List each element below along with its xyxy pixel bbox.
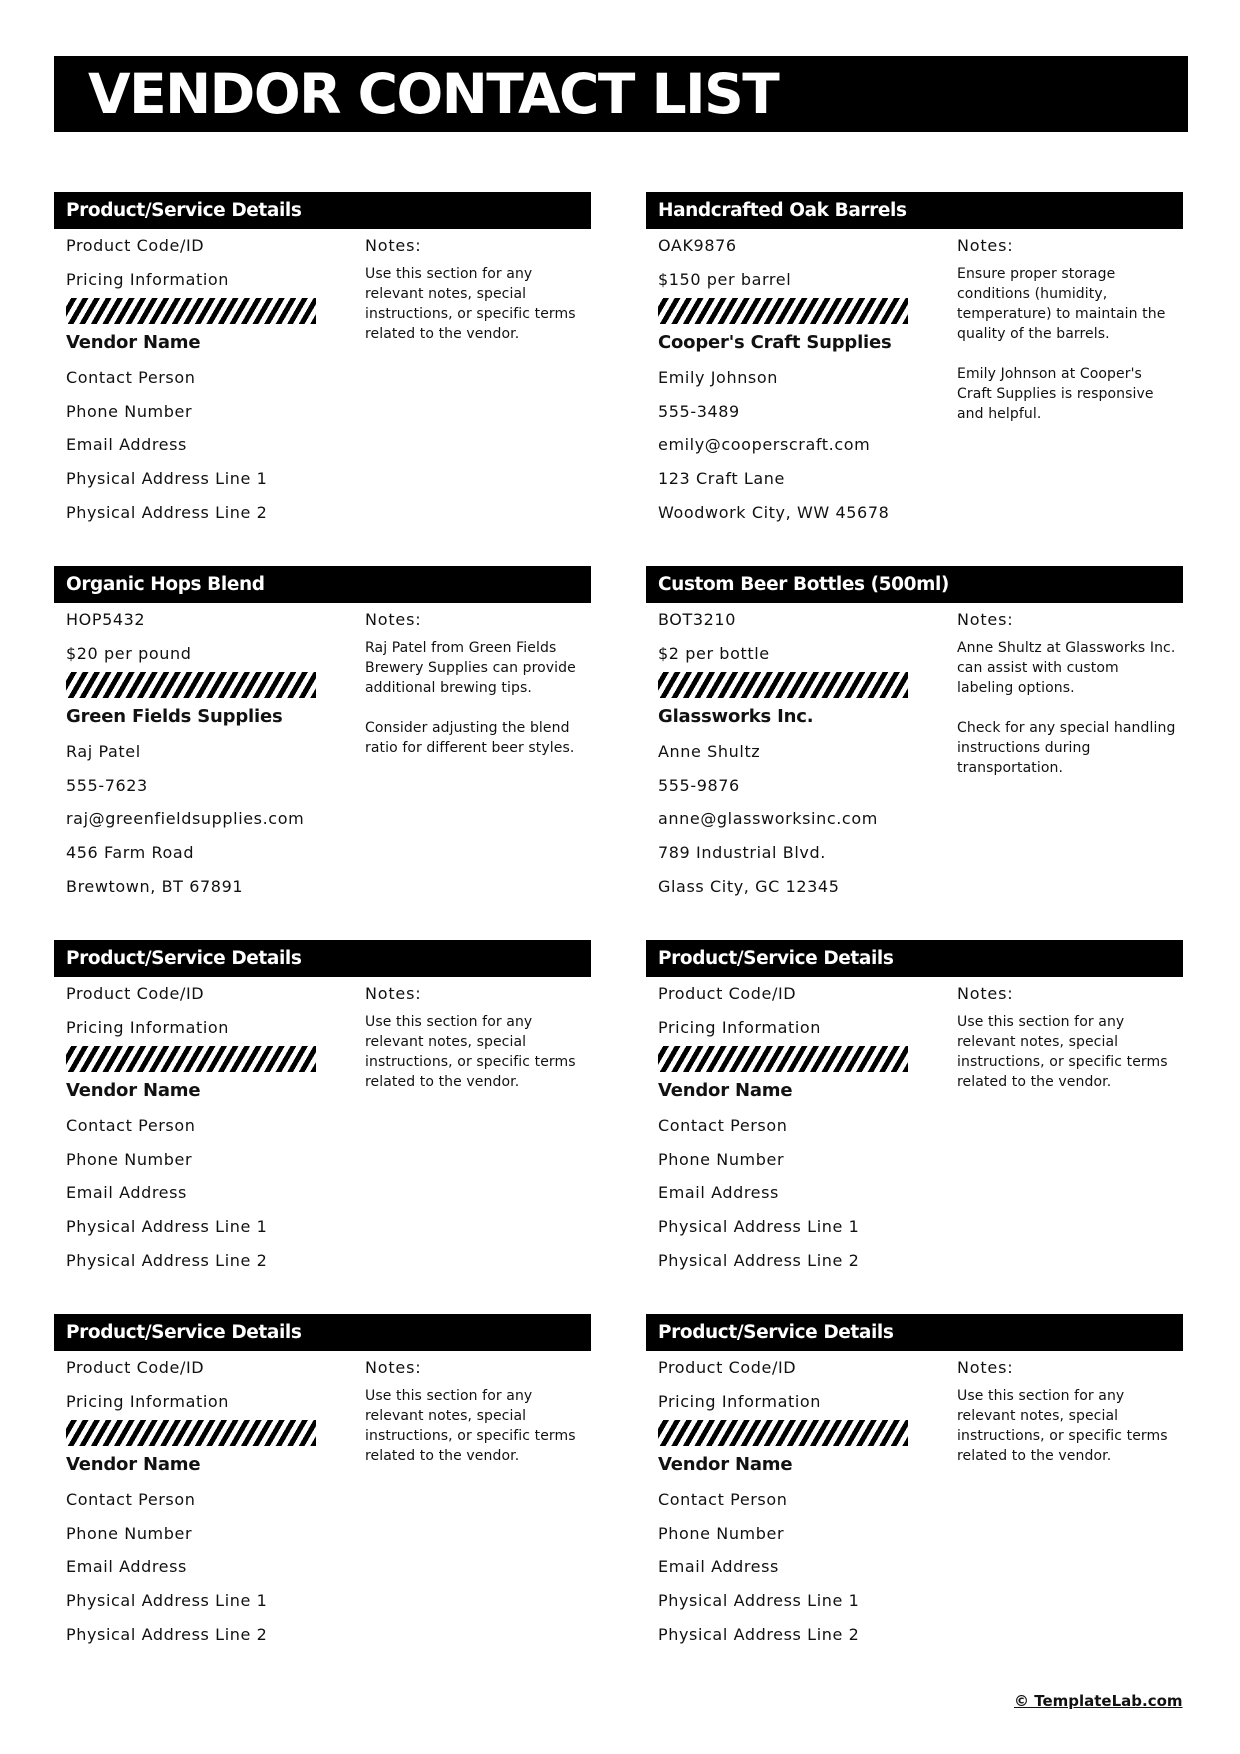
vendor-card	[54, 192, 591, 532]
notes-label: Notes:	[365, 1358, 422, 1377]
address-line-1: 789 Industrial Blvd.	[658, 843, 826, 862]
notes-text: Use this section for any relevant notes, special instructions, or specific terms related to the vendor.	[957, 1014, 1168, 1090]
address-line-1: 456 Farm Road	[66, 843, 195, 862]
product-code: OAK9876	[658, 236, 737, 255]
hatch-divider	[658, 672, 908, 698]
card-header	[646, 1314, 1183, 1351]
vendor-card	[54, 940, 591, 1280]
card-title: Handcrafted Oak Barrels	[658, 200, 907, 221]
address-line-2: Physical Address Line 2	[658, 1251, 860, 1270]
address-line-1: Physical Address Line 1	[658, 1591, 860, 1610]
product-code: HOP5432	[66, 610, 146, 629]
vendor-name: Vendor Name	[66, 332, 201, 353]
address-line-2: Physical Address Line 2	[66, 1251, 268, 1270]
vendor-card	[646, 1314, 1183, 1654]
pricing-info: $150 per barrel	[658, 270, 792, 289]
notes-text: Anne Shultz at Glassworks Inc. can assist with custom labeling options. Check for any special handling instructions during transportation.	[957, 640, 1176, 776]
notes-label: Notes:	[957, 610, 1014, 629]
pricing-info: $2 per bottle	[658, 644, 770, 663]
page-header	[54, 56, 1188, 132]
notes-text: Raj Patel from Green Fields Brewery Supplies can provide additional brewing tips. Consider adjusting the blend ratio for different beer styles.	[365, 640, 576, 756]
email-address: Email Address	[66, 1557, 187, 1576]
card-header	[54, 940, 591, 977]
hatch-divider	[66, 672, 316, 698]
hatch-divider	[66, 1046, 316, 1072]
hatch-divider	[66, 1420, 316, 1446]
email-address: raj@greenfieldsupplies.com	[66, 809, 305, 828]
address-line-1: Physical Address Line 1	[66, 1591, 268, 1610]
notes-label: Notes:	[365, 984, 422, 1003]
contact-person: Anne Shultz	[658, 742, 761, 761]
card-title: Product/Service Details	[66, 1322, 302, 1343]
email-address: Email Address	[66, 435, 187, 454]
pricing-info: Pricing Information	[66, 1392, 230, 1411]
address-line-2: Glass City, GC 12345	[658, 877, 840, 896]
notes-text: Use this section for any relevant notes, special instructions, or specific terms related to the vendor.	[957, 1388, 1168, 1464]
email-address: Email Address	[658, 1183, 779, 1202]
phone-number: 555-7623	[66, 776, 148, 795]
address-line-2: Physical Address Line 2	[66, 503, 268, 522]
hatch-divider	[66, 298, 316, 324]
email-address: emily@cooperscraft.com	[658, 435, 871, 454]
notes-text: Ensure proper storage conditions (humidity, temperature) to maintain the quality of the barrels. Emily Johnson at Cooper's Craft Supplies is responsive and helpful.	[957, 266, 1166, 422]
pricing-info: Pricing Information	[658, 1392, 822, 1411]
vendor-card	[646, 566, 1183, 906]
contact-person: Contact Person	[66, 368, 196, 387]
notes-label: Notes:	[957, 984, 1014, 1003]
phone-number: Phone Number	[658, 1524, 785, 1543]
card-title: Custom Beer Bottles (500ml)	[658, 574, 949, 595]
footer-credit: © TemplateLab.com	[1014, 1692, 1183, 1710]
pricing-info: Pricing Information	[66, 1018, 230, 1037]
vendor-card	[646, 940, 1183, 1280]
pricing-info: Pricing Information	[66, 270, 230, 289]
contact-person: Emily Johnson	[658, 368, 778, 387]
product-code: Product Code/ID	[658, 984, 797, 1003]
address-line-1: Physical Address Line 1	[66, 469, 268, 488]
hatch-divider	[658, 298, 908, 324]
notes-label: Notes:	[365, 610, 422, 629]
card-title: Product/Service Details	[658, 948, 894, 969]
notes-text: Use this section for any relevant notes, special instructions, or specific terms related to the vendor.	[365, 1014, 576, 1090]
notes-text: Use this section for any relevant notes, special instructions, or specific terms related to the vendor.	[365, 1388, 576, 1464]
card-header	[646, 940, 1183, 977]
product-code: BOT3210	[658, 610, 736, 629]
phone-number: Phone Number	[66, 1524, 193, 1543]
address-line-2: Brewtown, BT 67891	[66, 877, 244, 896]
product-code: Product Code/ID	[66, 984, 205, 1003]
vendor-name: Cooper's Craft Supplies	[658, 332, 892, 353]
vendor-name: Vendor Name	[658, 1080, 793, 1101]
vendor-card	[54, 1314, 591, 1654]
card-title: Product/Service Details	[66, 200, 302, 221]
address-line-2: Woodwork City, WW 45678	[658, 503, 890, 522]
address-line-1: Physical Address Line 1	[658, 1217, 860, 1236]
phone-number: 555-3489	[658, 402, 740, 421]
email-address: Email Address	[658, 1557, 779, 1576]
contact-person: Contact Person	[658, 1116, 788, 1135]
vendor-name: Vendor Name	[66, 1454, 201, 1475]
card-header	[54, 1314, 591, 1351]
email-address: anne@glassworksinc.com	[658, 809, 878, 828]
card-header	[646, 566, 1183, 603]
contact-person: Contact Person	[658, 1490, 788, 1509]
product-code: Product Code/ID	[66, 1358, 205, 1377]
email-address: Email Address	[66, 1183, 187, 1202]
product-code: Product Code/ID	[658, 1358, 797, 1377]
contact-person: Raj Patel	[66, 742, 141, 761]
pricing-info: Pricing Information	[658, 1018, 822, 1037]
address-line-2: Physical Address Line 2	[66, 1625, 268, 1644]
phone-number: Phone Number	[66, 402, 193, 421]
phone-number: 555-9876	[658, 776, 740, 795]
pricing-info: $20 per pound	[66, 644, 192, 663]
card-title: Organic Hops Blend	[66, 574, 265, 595]
vendor-card	[54, 566, 591, 906]
phone-number: Phone Number	[66, 1150, 193, 1169]
notes-text: Use this section for any relevant notes, special instructions, or specific terms related to the vendor.	[365, 266, 576, 342]
product-code: Product Code/ID	[66, 236, 205, 255]
phone-number: Phone Number	[658, 1150, 785, 1169]
page-title: VENDOR CONTACT LIST	[88, 62, 779, 126]
vendor-name: Vendor Name	[66, 1080, 201, 1101]
address-line-1: Physical Address Line 1	[66, 1217, 268, 1236]
card-header	[54, 192, 591, 229]
vendor-name: Glassworks Inc.	[658, 706, 814, 727]
card-title: Product/Service Details	[658, 1322, 894, 1343]
vendor-name: Green Fields Supplies	[66, 706, 283, 727]
card-header	[54, 566, 591, 603]
card-title: Product/Service Details	[66, 948, 302, 969]
contact-person: Contact Person	[66, 1116, 196, 1135]
notes-label: Notes:	[957, 1358, 1014, 1377]
vendor-name: Vendor Name	[658, 1454, 793, 1475]
hatch-divider	[658, 1046, 908, 1072]
notes-label: Notes:	[957, 236, 1014, 255]
vendor-card	[646, 192, 1183, 532]
contact-person: Contact Person	[66, 1490, 196, 1509]
card-header	[646, 192, 1183, 229]
address-line-1: 123 Craft Lane	[658, 469, 785, 488]
address-line-2: Physical Address Line 2	[658, 1625, 860, 1644]
notes-label: Notes:	[365, 236, 422, 255]
hatch-divider	[658, 1420, 908, 1446]
